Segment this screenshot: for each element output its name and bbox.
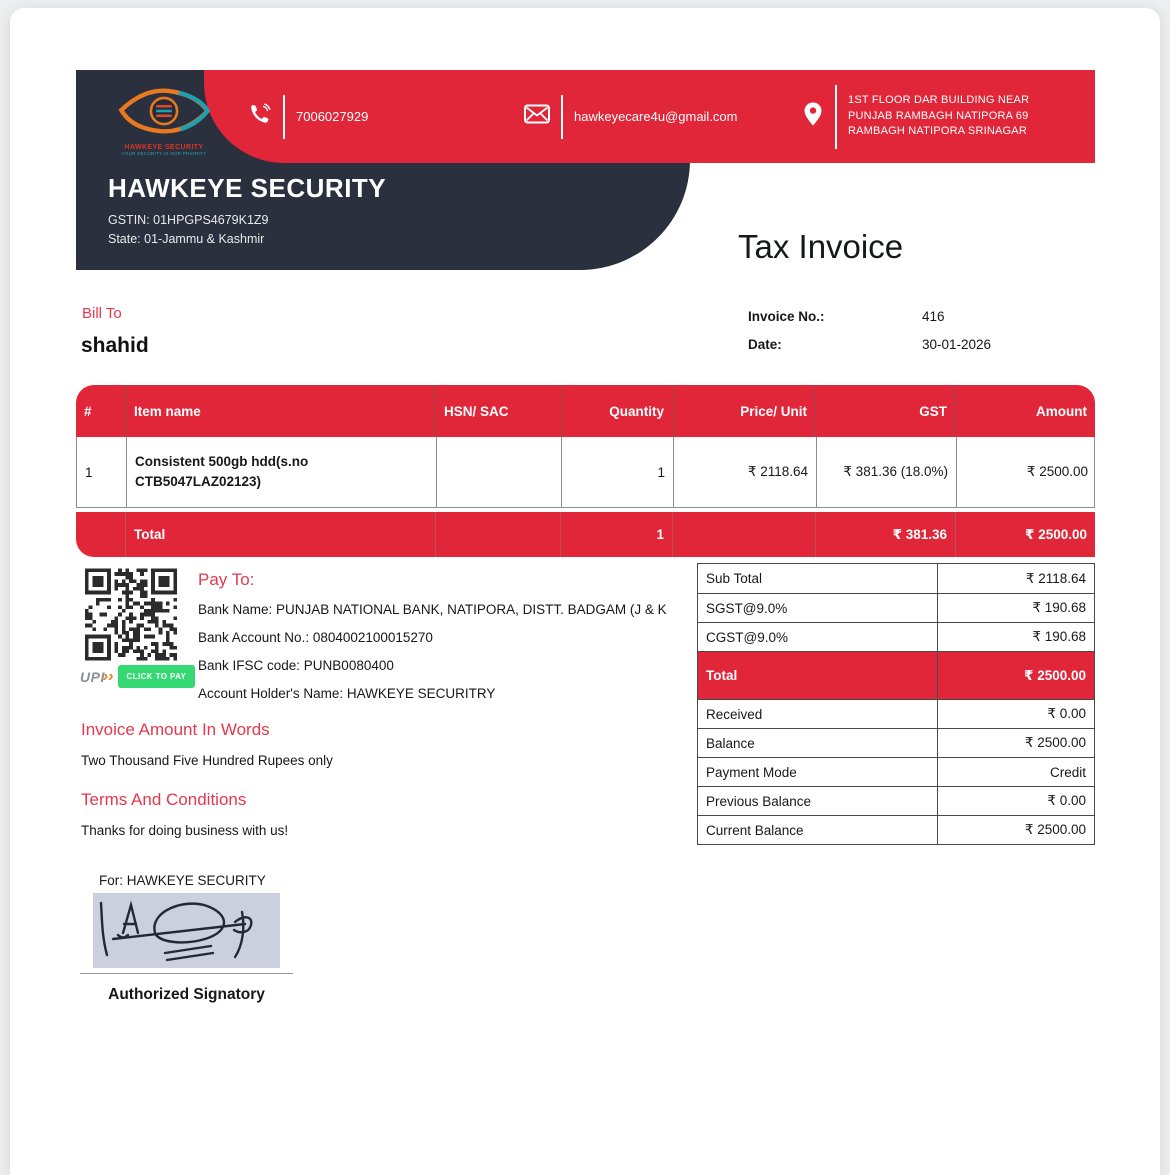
items-total-row: [76, 512, 1095, 557]
bank-name-line: Bank Name: PUNJAB NATIONAL BANK, NATIPORA, DISTT. BADGAM (J & K: [198, 602, 667, 617]
document-title: Tax Invoice: [738, 228, 904, 265]
summary-row-subtotal: Sub Total ₹ 2118.64: [698, 564, 1094, 593]
separator-line: [561, 95, 563, 139]
logo-tagline: YOUR SECURITY IS OUR PRIORITY: [121, 151, 207, 156]
upi-logo: UPI: [80, 668, 105, 685]
summary-row-cgst: CGST@9.0% ₹ 190.68: [698, 622, 1094, 651]
email-contact: [524, 70, 738, 163]
item-qty: 1: [561, 437, 673, 507]
total-amount: ₹ 2500.00: [955, 512, 1095, 557]
upi-pay-row: [80, 665, 195, 688]
authorized-signatory-label: Authorized Signatory: [108, 986, 265, 1003]
summary-table: [697, 563, 1095, 845]
header-contact-band: [204, 70, 1095, 163]
signature-for-line: For: HAWKEYE SECURITY: [99, 873, 266, 888]
invoice-no-label: Invoice No.:: [748, 309, 825, 324]
item-name: Consistent 500gb hdd(s.no CTB5047LAZ02123): [126, 437, 436, 507]
company-name: HAWKEYE SECURITY: [108, 173, 387, 203]
separator-line: [283, 95, 285, 139]
bank-ifsc-line: Bank IFSC code: PUNB0080400: [198, 658, 394, 673]
phone-icon: [248, 102, 272, 131]
summary-row-balance: Balance ₹ 2500.00: [698, 728, 1094, 757]
summary-row-sgst: SGST@9.0% ₹ 190.68: [698, 593, 1094, 622]
items-table: [76, 385, 1095, 557]
summary-row-received: Received ₹ 0.00: [698, 699, 1094, 728]
phone-number: 7006027929: [296, 109, 369, 124]
total-gst: ₹ 381.36: [815, 512, 955, 557]
item-amount: ₹ 2500.00: [956, 437, 1096, 507]
summary-row-current-balance: Current Balance ₹ 2500.00: [698, 815, 1094, 844]
bank-account-line: Bank Account No.: 0804002100015270: [198, 630, 433, 645]
invoice-page: [10, 8, 1160, 1175]
amount-in-words-text: Two Thousand Five Hundred Rupees only: [81, 753, 333, 768]
company-state: State: 01-Jammu & Kashmir: [108, 232, 265, 246]
table-row: [76, 437, 1095, 508]
date-label: Date:: [748, 337, 782, 352]
bill-to-name: shahid: [81, 334, 149, 357]
bill-to-label: Bill To: [82, 305, 122, 322]
invoice-header: [76, 70, 1095, 270]
signature-image: [93, 893, 280, 968]
click-to-pay-button[interactable]: CLICK TO PAY: [118, 665, 196, 688]
signature-divider: [80, 973, 293, 974]
pay-to-heading: Pay To:: [198, 570, 255, 589]
company-logo: [104, 84, 224, 156]
amount-in-words-heading: Invoice Amount In Words: [81, 720, 270, 739]
account-holder-line: Account Holder's Name: HAWKEYE SECURITRY: [198, 686, 496, 701]
summary-row-previous-balance: Previous Balance ₹ 0.00: [698, 786, 1094, 815]
col-header-amount: Amount: [955, 385, 1095, 437]
col-header-qty: Quantity: [560, 385, 672, 437]
terms-text: Thanks for doing business with us!: [81, 823, 289, 838]
company-block: [108, 173, 386, 246]
logo-title: HAWKEYE SECURITY: [124, 144, 204, 151]
col-header-gst: GST: [815, 385, 955, 437]
summary-row-total: Total ₹ 2500.00: [698, 651, 1094, 699]
invoice-no-value: 416: [922, 309, 945, 324]
terms-heading: Terms And Conditions: [81, 790, 247, 809]
upi-arrow-icon: ››: [102, 667, 114, 685]
col-header-sno: #: [84, 403, 92, 419]
company-address: 1ST FLOOR DAR BUILDING NEAR PUNJAB RAMBAGH NATIPORA 69 RAMBAGH NATIPORA SRINAGAR: [848, 94, 1030, 138]
address-contact: [802, 70, 1029, 163]
separator-line: [835, 85, 837, 149]
col-header-price: Price/ Unit: [672, 385, 815, 437]
company-gstin: GSTIN: 01HPGPS4679K1Z9: [108, 213, 269, 227]
item-price: ₹ 2118.64: [673, 437, 816, 507]
item-gst: ₹ 381.36 (18.0%): [816, 437, 956, 507]
col-header-item: Item name: [125, 385, 435, 437]
location-pin-icon: [802, 101, 824, 132]
phone-contact: [248, 70, 368, 163]
col-header-hsn: HSN/ SAC: [435, 385, 560, 437]
email-address: hawkeyecare4u@gmail.com: [574, 109, 738, 124]
upi-qr-code: [85, 567, 177, 662]
item-hsn: [436, 437, 561, 507]
email-icon: [524, 104, 550, 129]
hawkeye-eye-icon: [116, 84, 212, 138]
date-value: 30-01-2026: [922, 337, 992, 352]
total-qty: 1: [560, 512, 672, 557]
total-label: Total: [125, 512, 435, 557]
items-table-header: [76, 385, 1095, 437]
summary-row-payment-mode: Payment Mode Credit: [698, 757, 1094, 786]
item-sno: 1: [85, 464, 93, 480]
